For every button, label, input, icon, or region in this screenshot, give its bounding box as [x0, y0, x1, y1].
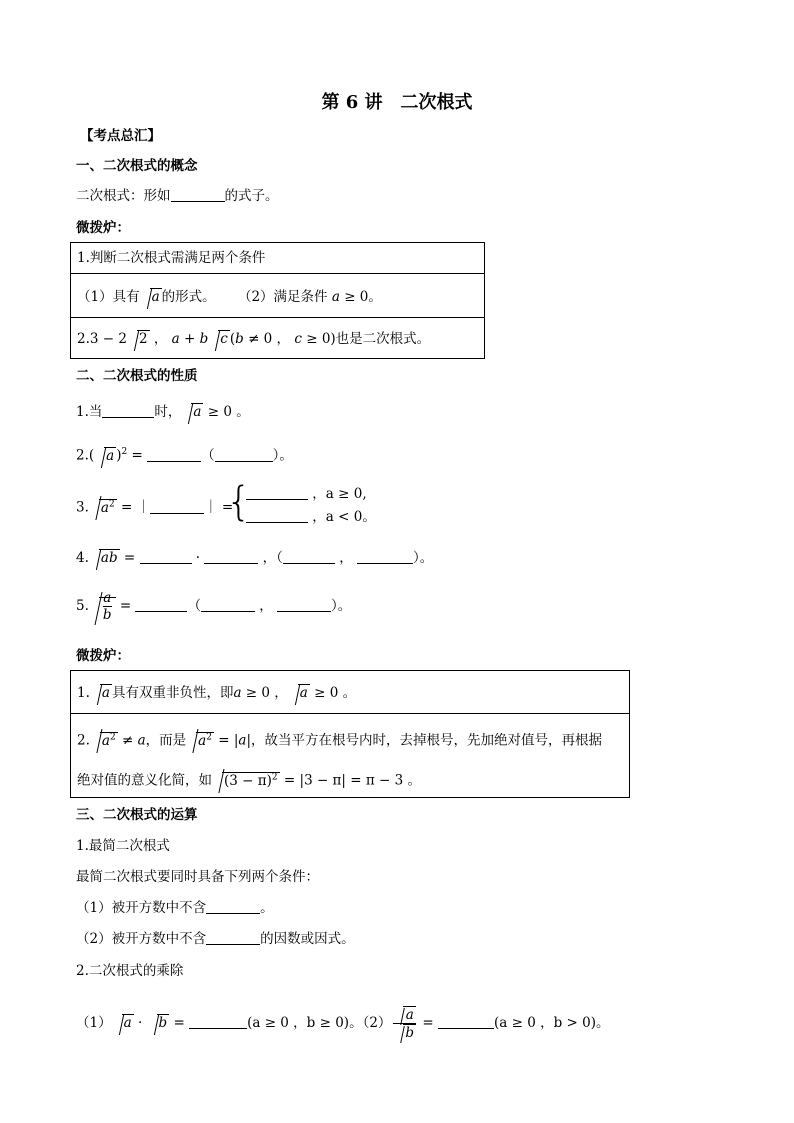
section-1-heading: 一、二次根式的概念 [76, 158, 198, 174]
operation-2-title: 2.二次根式的乘除 [76, 963, 184, 979]
property-4: 4. ab = · ，（ ， ）。 [76, 550, 434, 566]
divider [71, 713, 629, 714]
operation-1-title: 1.最简二次根式 [76, 838, 170, 854]
property-3-case-2: ，a < 0。 [246, 507, 376, 527]
tip-box-2-row-1: 1. a 具有双重非负性，即a ≥ 0 ， a ≥ 0 。 [77, 685, 357, 701]
multiplication-division-rule: （1） a · b = (a ≥ 0 ，b ≥ 0)。（2） $\frac{a}{b}$ = (a ≥ 0 ，b > 0)。 [76, 1007, 610, 1041]
definition-suffix: 的式子。 [224, 188, 279, 204]
property-3-case-1: ，a ≥ 0, [246, 484, 367, 504]
tip-label-2: 微拨炉： [76, 648, 130, 664]
condition-2: （2）被开方数中不含 的因数或因式。 [76, 931, 355, 947]
definition-blank [171, 187, 225, 202]
tip-box-1-row-1: 1.判断二次根式需满足两个条件 [77, 250, 266, 266]
condition-1: （1）被开方数中不含 。 [76, 900, 274, 916]
divider [71, 273, 484, 274]
tip-box-1 [70, 242, 485, 359]
definition-line [76, 186, 279, 206]
definition-prefix: 二次根式：形如 [76, 188, 171, 204]
tip-box-1-row-2: （1）具有 a 的形式。 （2）满足条件 a ≥ 0。 [77, 289, 382, 305]
tip-box-2-row-2: 2. $a^2 \ne a$，而是 $a^2 = |a|$，故当平方在根号内时，去掉根号，先加绝对值号，再根据 [77, 727, 602, 751]
property-1: 1.当 时， a ≥ 0 。 [76, 404, 250, 420]
property-3: 3. $a^2$ = ｜ ｜ = [76, 494, 233, 518]
tip-box-1-row-3: 2.3 − 2 2 ， a + b c (b ≠ 0 ， c ≥ 0)也是二次根式。 [77, 331, 431, 347]
page-title: 第 6 讲 二次根式 [321, 92, 473, 113]
tip-label-1: 微拨炉： [76, 220, 130, 236]
tip-box-2-row-3: 绝对值的意义化简，如 $(3 - \pi)^2 = |3 - \pi| = \pi - 3$ 。 [77, 767, 421, 791]
property-2: 2.( a )$^2$ = （ ）。 [76, 447, 293, 464]
summary-heading: 【考点总汇】 [80, 128, 161, 144]
section-3-heading: 三、二次根式的运算 [76, 807, 198, 823]
section-2-heading: 二、二次根式的性质 [76, 368, 198, 384]
tip-box-2 [70, 670, 630, 798]
brace: { [226, 479, 252, 525]
operation-1-desc: 最简二次根式要同时具备下列两个条件： [76, 869, 319, 885]
divider [71, 317, 484, 318]
property-5: 5. $\frac{a}{b}$ = （ ， ）。 [76, 590, 352, 623]
